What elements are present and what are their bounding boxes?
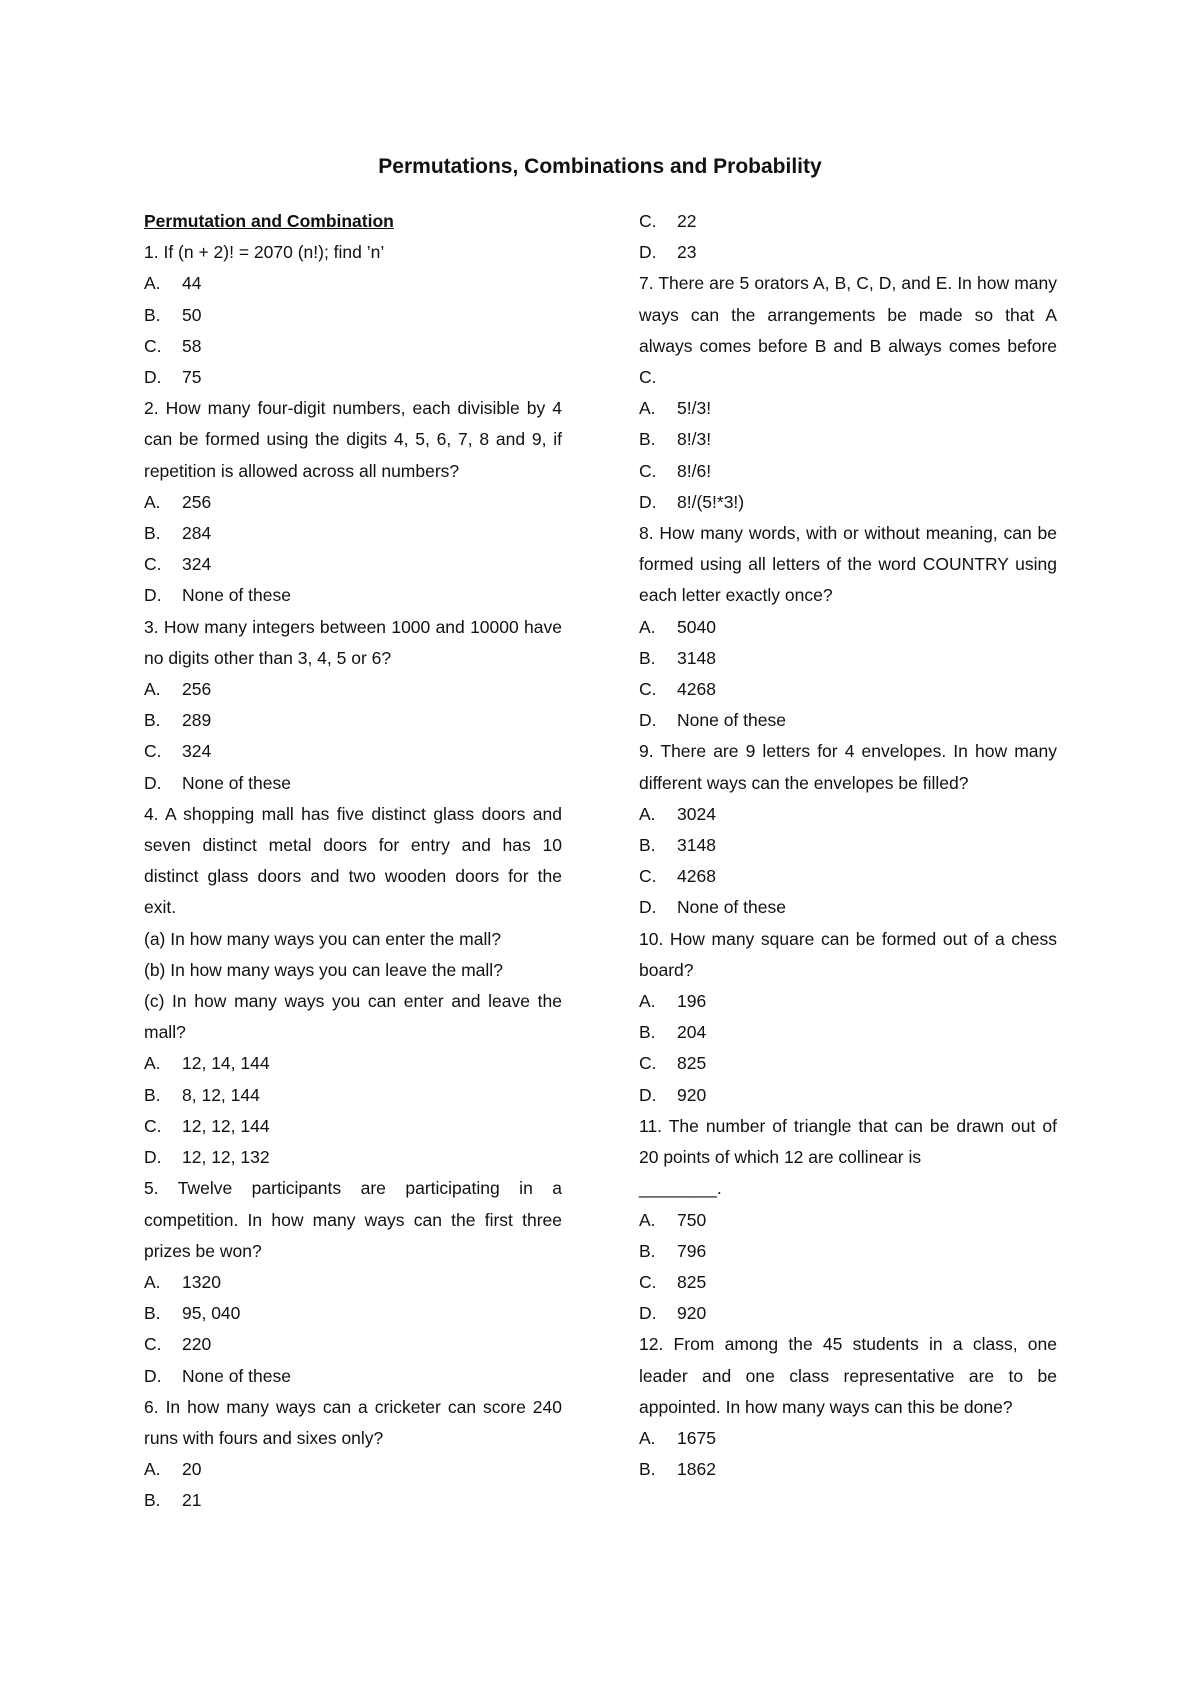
- answer-option: [639, 237, 1057, 268]
- answer-option: [144, 768, 562, 799]
- option-text: 920: [677, 1084, 707, 1105]
- option-letter: B.: [639, 1022, 656, 1043]
- option-letter: A.: [639, 1427, 656, 1448]
- option-letter: D.: [639, 710, 657, 731]
- answer-option: [144, 268, 562, 299]
- page-title: Permutations, Combinations and Probability: [378, 155, 822, 178]
- answer-option: [144, 705, 562, 736]
- option-text: 750: [677, 1209, 707, 1230]
- option-letter: D.: [144, 1147, 162, 1168]
- option-text: 825: [677, 1053, 707, 1074]
- option-letter: C.: [144, 1115, 162, 1136]
- option-text: 8!/6!: [677, 460, 712, 481]
- question-line: (a) In how many ways you can enter the mall?: [144, 928, 501, 949]
- left-question-list: [144, 237, 562, 1516]
- answer-option: [639, 1205, 1057, 1236]
- option-text: 256: [182, 679, 212, 700]
- answer-option: [639, 986, 1057, 1017]
- answer-option: [144, 1111, 562, 1142]
- option-text: 284: [182, 523, 212, 544]
- answer-option: [639, 456, 1057, 487]
- option-letter: B.: [144, 1490, 161, 1511]
- answer-option: [639, 1080, 1057, 1111]
- left-column: [144, 206, 562, 1517]
- option-letter: D.: [639, 897, 657, 918]
- option-text: 95, 040: [182, 1303, 241, 1324]
- answer-option: [639, 487, 1057, 518]
- option-text: 920: [677, 1303, 707, 1324]
- option-text: 220: [182, 1334, 212, 1355]
- question-text: 1. If (n + 2)! = 2070 (n!); find ’n’: [144, 242, 385, 263]
- option-letter: B.: [639, 835, 656, 856]
- answer-option: [144, 1361, 562, 1392]
- option-letter: C.: [639, 1053, 657, 1074]
- option-letter: D.: [639, 1303, 657, 1324]
- question-text: 3. How many integers between 1000 and 10000 have no digits other than 3, 4, 5 or 6?: [144, 616, 562, 668]
- option-text: 1675: [677, 1427, 716, 1448]
- option-text: 324: [182, 741, 212, 762]
- question-text: 6. In how many ways can a cricketer can score 240 runs with fours and sixes only?: [144, 1396, 562, 1448]
- answer-option: [144, 580, 562, 611]
- answer-option: [639, 861, 1057, 892]
- option-text: 1320: [182, 1271, 221, 1292]
- option-letter: C.: [639, 679, 657, 700]
- section-heading: Permutation and Combination: [144, 211, 394, 231]
- question-text: 8. How many words, with or without meaning, can be formed using all letters of the word COUNTRY using each letter exactly once?: [639, 523, 1057, 606]
- answer-option: [144, 549, 562, 580]
- question-text: 7. There are 5 orators A, B, C, D, and E. In how many ways can the arrangements be made so that A always comes before B and B always comes before C.: [639, 273, 1057, 388]
- answer-option: [144, 1048, 562, 1079]
- option-text: 44: [182, 273, 202, 294]
- option-text: None of these: [182, 585, 291, 606]
- option-letter: D.: [639, 1084, 657, 1105]
- option-text: 796: [677, 1240, 707, 1261]
- option-letter: A.: [144, 273, 161, 294]
- answer-option: [639, 393, 1057, 424]
- option-text: 256: [182, 491, 212, 512]
- option-text: 3024: [677, 803, 716, 824]
- option-letter: D.: [144, 367, 162, 388]
- right-question-list: [639, 206, 1057, 1485]
- option-letter: A.: [144, 491, 161, 512]
- option-letter: A.: [639, 991, 656, 1012]
- option-text: 289: [182, 710, 212, 731]
- option-text: 21: [182, 1490, 202, 1511]
- answer-option: [639, 1236, 1057, 1267]
- answer-option: [144, 1298, 562, 1329]
- option-letter: C.: [639, 866, 657, 887]
- option-text: 1862: [677, 1459, 716, 1480]
- option-text: 12, 12, 132: [182, 1147, 270, 1168]
- option-text: None of these: [182, 772, 291, 793]
- answer-option: [144, 1329, 562, 1360]
- answer-option: [639, 705, 1057, 736]
- option-text: 20: [182, 1459, 202, 1480]
- answer-option: [144, 362, 562, 393]
- question-text: (c) In how many ways you can enter and leave the mall?: [144, 991, 562, 1043]
- question-text: 2. How many four-digit numbers, each divisible by 4 can be formed using the digits 4, 5, 6, 7, 8 and 9, if repetition is allowed across all numbers?: [144, 398, 562, 481]
- option-letter: B.: [144, 710, 161, 731]
- option-letter: C.: [144, 554, 162, 575]
- option-text: 5040: [677, 616, 716, 637]
- option-letter: A.: [144, 679, 161, 700]
- option-letter: B.: [639, 1240, 656, 1261]
- answer-option: [144, 300, 562, 331]
- option-letter: B.: [144, 304, 161, 325]
- option-text: 12, 12, 144: [182, 1115, 270, 1136]
- option-letter: D.: [639, 491, 657, 512]
- option-letter: B.: [144, 1303, 161, 1324]
- option-text: 196: [677, 991, 707, 1012]
- option-letter: C.: [144, 741, 162, 762]
- question-text: 10. How many square can be formed out of a chess board?: [639, 928, 1057, 980]
- answer-option: [639, 1267, 1057, 1298]
- option-text: 8!/3!: [677, 429, 712, 450]
- option-text: 8!/(5!*3!): [677, 491, 745, 512]
- answer-option: [144, 736, 562, 767]
- question-text: 5. Twelve participants are participating in a competition. In how many ways can the first three prizes be won?: [144, 1178, 562, 1261]
- right-column: [639, 206, 1057, 1485]
- answer-option: [639, 1017, 1057, 1048]
- option-text: 3148: [677, 647, 716, 668]
- answer-option: [639, 1454, 1057, 1485]
- question-text: 9. There are 9 letters for 4 envelopes. In how many different ways can the envelopes be filled?: [639, 741, 1057, 793]
- option-letter: A.: [144, 1271, 161, 1292]
- answer-option: [639, 612, 1057, 643]
- option-letter: B.: [639, 429, 656, 450]
- answer-option: [639, 674, 1057, 705]
- option-letter: C.: [639, 211, 657, 231]
- option-letter: B.: [639, 647, 656, 668]
- option-text: None of these: [677, 710, 786, 731]
- option-letter: A.: [639, 616, 656, 637]
- option-letter: C.: [144, 335, 162, 356]
- answer-option: [639, 1298, 1057, 1329]
- answer-option: [639, 892, 1057, 923]
- option-letter: C.: [639, 460, 657, 481]
- answer-option: [144, 1080, 562, 1111]
- answer-option: [144, 518, 562, 549]
- answer-option: [144, 1267, 562, 1298]
- option-text: 12, 14, 144: [182, 1053, 270, 1074]
- option-letter: A.: [144, 1053, 161, 1074]
- option-text: 204: [677, 1022, 707, 1043]
- question-line: (b) In how many ways you can leave the mall?: [144, 959, 503, 980]
- option-letter: B.: [144, 1084, 161, 1105]
- option-letter: D.: [144, 585, 162, 606]
- option-text: 22: [677, 211, 697, 231]
- option-text: 58: [182, 335, 202, 356]
- option-letter: B.: [144, 523, 161, 544]
- question-text: 12. From among the 45 students in a class, one leader and one class representative are to be appointed. In how many ways can this be done?: [639, 1334, 1057, 1417]
- option-text: 75: [182, 367, 202, 388]
- answer-option: [144, 1142, 562, 1173]
- option-text: None of these: [182, 1365, 291, 1386]
- question-line: ________.: [639, 1178, 722, 1199]
- answer-option: [639, 206, 1057, 237]
- option-letter: A.: [639, 803, 656, 824]
- option-text: 23: [677, 242, 697, 263]
- option-letter: C.: [144, 1334, 162, 1355]
- option-letter: A.: [639, 1209, 656, 1230]
- option-text: 8, 12, 144: [182, 1084, 260, 1105]
- option-letter: D.: [639, 242, 657, 263]
- answer-option: [144, 1454, 562, 1485]
- answer-option: [639, 643, 1057, 674]
- option-text: 5!/3!: [677, 398, 712, 419]
- question-text: 11. The number of triangle that can be drawn out of 20 points of which 12 are collinear is: [639, 1115, 1057, 1168]
- question-text: 4. A shopping mall has five distinct glass doors and seven distinct metal doors for entry and has 10 distinct glass doors and two wooden doors for the exit.: [144, 803, 562, 918]
- option-letter: C.: [639, 1271, 657, 1292]
- answer-option: [639, 1423, 1057, 1454]
- answer-option: [144, 331, 562, 362]
- option-text: 50: [182, 304, 202, 325]
- option-letter: D.: [144, 1365, 162, 1386]
- answer-option: [639, 799, 1057, 830]
- answer-option: [639, 424, 1057, 455]
- option-letter: A.: [639, 398, 656, 419]
- option-text: 4268: [677, 866, 716, 887]
- option-text: None of these: [677, 897, 786, 918]
- option-text: 825: [677, 1271, 707, 1292]
- option-text: 3148: [677, 835, 716, 856]
- option-letter: B.: [639, 1459, 656, 1480]
- answer-option: [639, 1048, 1057, 1079]
- option-letter: A.: [144, 1459, 161, 1480]
- answer-option: [144, 674, 562, 705]
- answer-option: [144, 487, 562, 518]
- option-letter: D.: [144, 772, 162, 793]
- option-text: 324: [182, 554, 212, 575]
- answer-option: [639, 830, 1057, 861]
- option-text: 4268: [677, 679, 716, 700]
- answer-option: [144, 1485, 562, 1516]
